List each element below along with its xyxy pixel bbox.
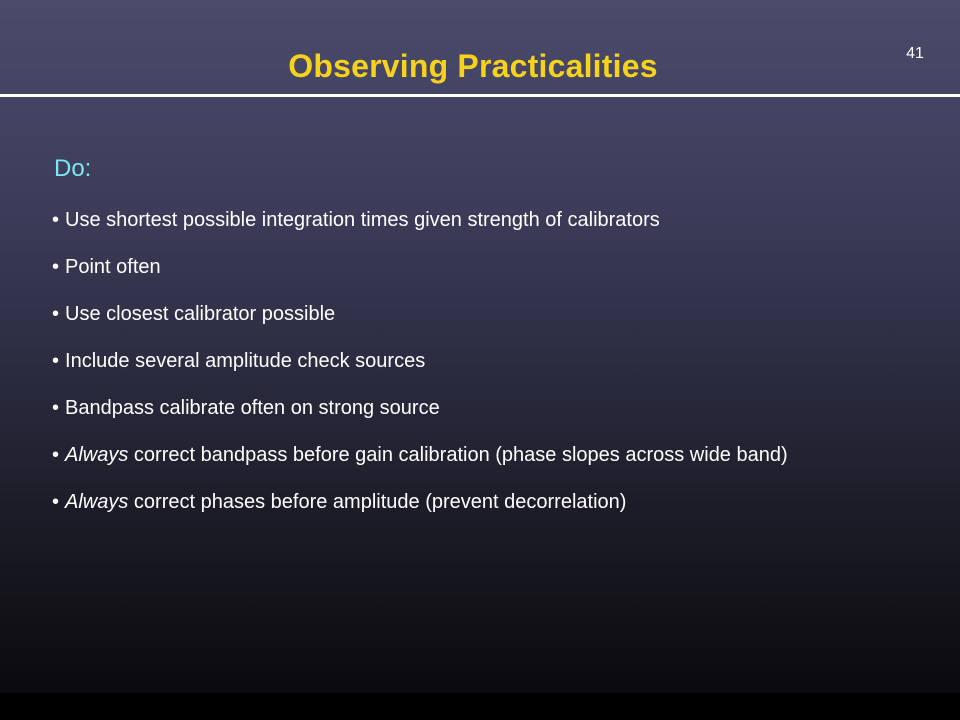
bullet-mark: • <box>52 303 60 325</box>
bullet-item <box>52 489 852 515</box>
bullet-item <box>52 254 852 280</box>
bullet-text: correct phases before amplitude (prevent decorrelation) <box>128 491 627 513</box>
bullet-text: Bandpass calibrate often on strong source <box>65 397 440 419</box>
bullet-text: Point often <box>65 256 161 278</box>
bullet-item <box>52 301 852 327</box>
bullet-mark: • <box>52 209 60 231</box>
slide-title: Observing Practicalities <box>288 48 658 84</box>
bullet-item <box>52 207 852 233</box>
section-heading: Do: <box>54 155 92 182</box>
slide-number: 41 <box>906 45 924 62</box>
bullet-text: Use shortest possible integration times given strength of calibrators <box>65 209 660 231</box>
bullet-text: correct bandpass before gain calibration (phase slopes across wide band) <box>128 444 788 466</box>
bullet-mark: • <box>52 397 60 419</box>
bullet-mark: • <box>52 444 60 466</box>
bullet-item <box>52 442 852 468</box>
bullet-mark: • <box>52 350 60 372</box>
bullet-item <box>52 348 852 374</box>
bullet-item <box>52 395 852 421</box>
bullet-text: Include several amplitude check sources <box>65 350 426 372</box>
bullet-mark: • <box>52 491 60 513</box>
bullet-emphasis: Always <box>65 491 129 513</box>
bullet-mark: • <box>52 256 60 278</box>
bullet-emphasis: Always <box>65 444 129 466</box>
bottom-strip <box>0 693 960 720</box>
bullet-list <box>52 207 852 536</box>
bullet-text: Use closest calibrator possible <box>65 303 336 325</box>
title-divider <box>0 94 960 97</box>
